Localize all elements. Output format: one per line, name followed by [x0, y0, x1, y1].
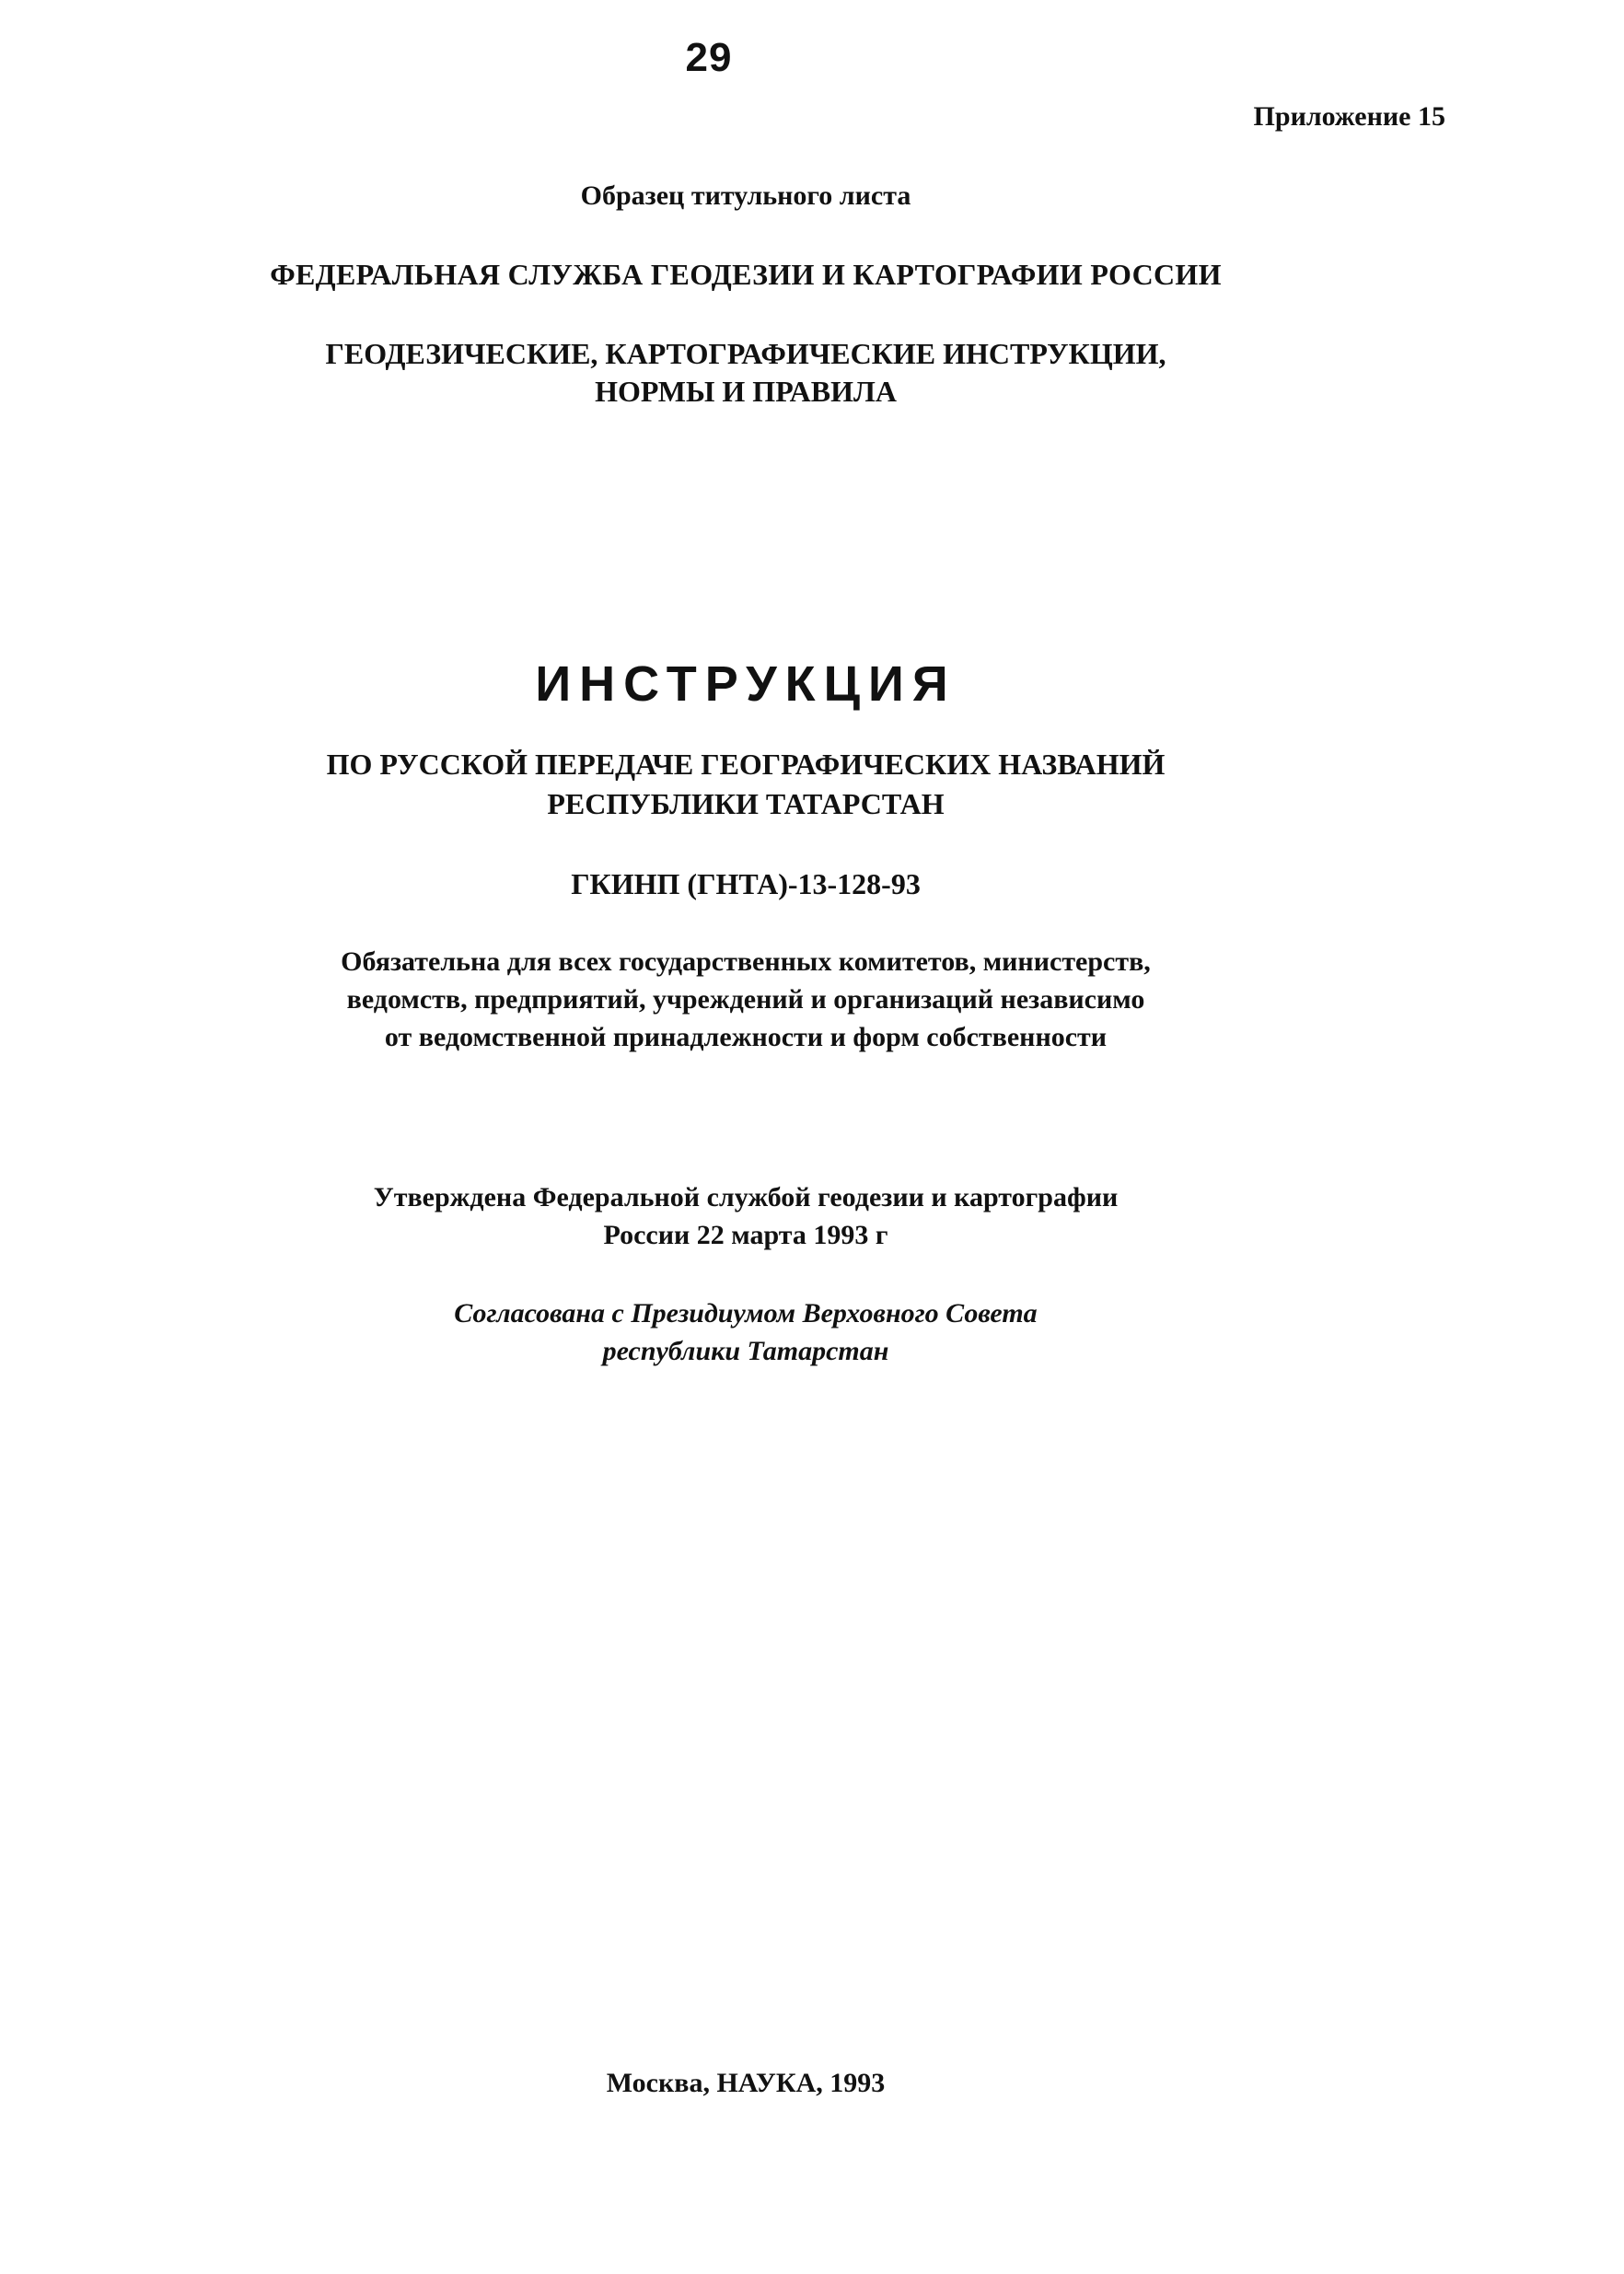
appendix-label: Приложение 15	[1253, 101, 1445, 132]
document-title: ИНСТРУКЦИЯ	[535, 656, 957, 712]
document-code: ГКИНП (ГНТА)-13-128-93	[571, 867, 921, 900]
series-title-line-2: НОРМЫ И ПРАВИЛА	[595, 375, 897, 408]
mandatory-note-line-1: Обязательна для всех государственных комитетов, министерств,	[341, 946, 1151, 977]
approval-note-line-1: Утверждена Федеральной службой геодезии и картографии	[373, 1182, 1119, 1212]
agreement-note-line-2: республики Татарстан	[602, 1336, 889, 1366]
publisher-imprint: Москва, НАУКА, 1993	[606, 2068, 886, 2098]
approval-note-line-2: России 22 марта 1993 г	[603, 1220, 888, 1250]
agreement-note-line-1: Согласована с Президиумом Верховного Совета	[454, 1298, 1038, 1328]
document-subtitle-line-2: РЕСПУБЛИКИ ТАТАРСТАН	[547, 787, 945, 820]
sample-label: Образец титульного листа	[580, 180, 911, 211]
document-subtitle-line-1: ПО РУССКОЙ ПЕРЕДАЧЕ ГЕОГРАФИЧЕСКИХ НАЗВАНИЙ	[326, 748, 1166, 781]
agency-name: ФЕДЕРАЛЬНАЯ СЛУЖБА ГЕОДЕЗИИ И КАРТОГРАФИИ РОССИИ	[270, 258, 1222, 291]
page-number: 29	[685, 35, 733, 80]
mandatory-note-line-3: от ведомственной принадлежности и форм собственности	[384, 1022, 1108, 1052]
series-title-line-1: ГЕОДЕЗИЧЕСКИЕ, КАРТОГРАФИЧЕСКИЕ ИНСТРУКЦИИ,	[325, 337, 1166, 370]
mandatory-note-line-2: ведомств, предприятий, учреждений и организаций независимо	[346, 984, 1145, 1015]
